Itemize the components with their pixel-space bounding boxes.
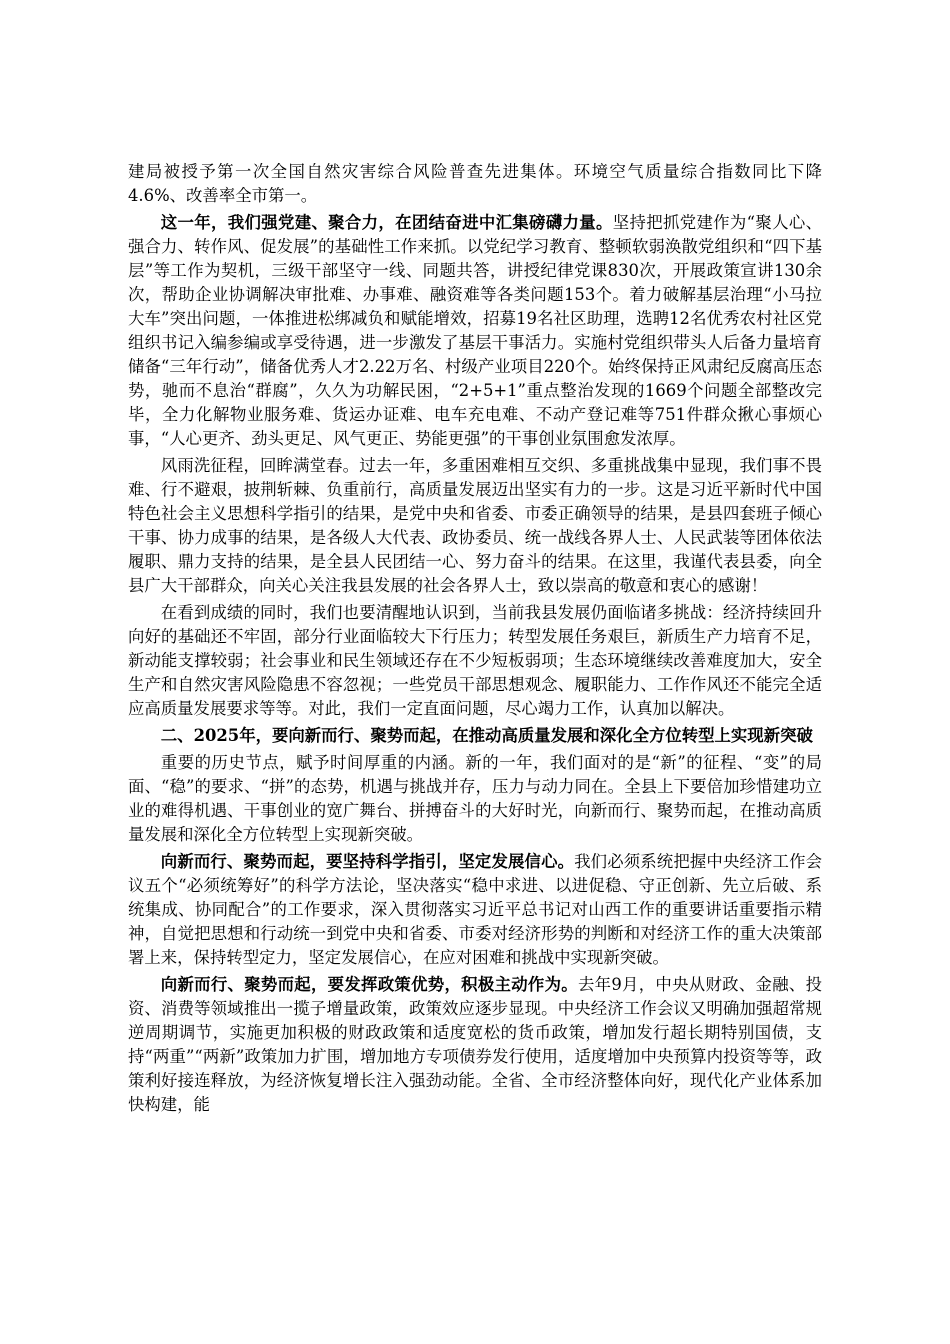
paragraph-challenges [128, 601, 822, 721]
paragraph-text: 建局被授予第一次全国自然灾害综合风险普查先进集体。环境空气质量综合指数同比下降4.6%、改善率全市第一。 [128, 162, 822, 205]
paragraph-review [128, 454, 822, 598]
document-page [128, 160, 822, 1120]
paragraph-party-building [128, 211, 822, 451]
paragraph-lead: 向新而行、聚势而起，要发挥政策优势，积极主动作为。 [160, 975, 578, 994]
paragraph-scientific-guidance [128, 850, 822, 970]
paragraph-text: 在看到成绩的同时，我们也要清醒地认识到，当前我县发展仍面临诸多挑战：经济持续回升向好的基础还不牢固，部分行业面临较大下行压力；转型发展任务艰巨，新质生产力培育不足，新动能支撑较弱；社会事业和民生领域还存在不少短板弱项；生态环境继续改善难度加大，安全生产和自然灾害风险隐患不容忽视；一些党员干部思想观念、履职能力、工作作风还不能完全适应高质量发展要求等等。对此，我们一定直面问题，尽心竭力工作，认真加以解决。 [128, 603, 822, 718]
paragraph-lead: 向新而行、聚势而起，要坚持科学指引，坚定发展信心。 [160, 852, 575, 871]
paragraph-text: 去年9月，中央从财政、金融、投资、消费等领域推出一揽子增量政策，政策效应逐步显现。中央经济工作会议又明确加强超常规逆周期调节，实施更加积极的财政政策和适度宽松的货币政策，增加发行超长期特别国债，支持“两重”“两新”政策加力扩围，增加地方专项债券发行使用，适度增加中央预算内投资等等，政策利好接连释放，为经济恢复增长注入强劲动能。全省、全市经济整体向好，现代化产业体系加快构建，能 [128, 975, 822, 1114]
paragraph-policy-advantage [128, 973, 822, 1117]
paragraph-text: 坚持把抓党建作为“聚人心、强合力、转作风、促发展”的基础性工作来抓。以党纪学习教育、整顿软弱涣散党组织和“四下基层”等工作为契机，三级干部坚守一线、同题共答，讲授纪律党课830次，开展政策宣讲130余次，帮助企业协调解决审批难、办事难、融资难等各类问题153个。着力破解基层治理“小马拉大车”突出问题，一体推进松绑减负和赋能增效，招募19名社区助理，选聘12名优秀农村社区党组织书记入编参编或享受待遇，进一步激发了基层干事活力。实施村党组织带头人后备力量培育储备“三年行动”，储备优秀人才2.22万名、村级产业项目220个。始终保持正风肃纪反腐高压态势，驰而不息治“群腐”，久久为功解民困，“2+5+1”重点整治发现的1669个问题全部整改完毕，全力化解物业服务难、货运办证难、电车充电难、不动产登记难等751件群众揪心事烦心事，“人心更齐、劲头更足、风气更正、势能更强”的干事创业氛围愈发浓厚。 [128, 213, 822, 448]
paragraph-continuation [128, 160, 822, 208]
paragraph-new-year [128, 751, 822, 847]
paragraph-text: 重要的历史节点，赋予时间厚重的内涵。新的一年，我们面对的是“新”的征程、“变”的局面、“稳”的要求、“拼”的态势，机遇与挑战并存，压力与动力同在。全县上下要倍加珍惜建功立业的难得机遇、干事创业的宽广舞台、拼搏奋斗的大好时光，向新而行、聚势而起，在推动高质量发展和深化全方位转型上实现新突破。 [128, 753, 822, 844]
section-heading: 二、2025年，要向新而行、聚势而起，在推动高质量发展和深化全方位转型上实现新突破 [160, 726, 813, 745]
paragraph-text: 风雨洗征程，回眸满堂春。过去一年，多重困难相互交织、多重挑战集中显现，我们事不畏难、行不避艰，披荆斩棘、负重前行，高质量发展迈出坚实有力的一步。这是习近平新时代中国特色社会主义思想科学指引的结果，是党中央和省委、市委正确领导的结果，是县四套班子倾心干事、协力成事的结果，是各级人大代表、政协委员、统一战线各界人士、人民武装等团体依法履职、鼎力支持的结果，是全县人民团结一心、努力奋斗的结果。在这里，我谨代表县委，向全县广大干部群众，向关心关注我县发展的社会各界人士，致以崇高的敬意和衷心的感谢！ [128, 456, 822, 595]
paragraph-lead: 这一年，我们强党建、聚合力，在团结奋进中汇集磅礴力量。 [160, 213, 613, 232]
paragraph-text: 我们必须系统把握中央经济工作会议五个“必须统筹好”的科学方法论，坚决落实“稳中求进、以进促稳、守正创新、先立后破、系统集成、协同配合”的工作要求，深入贯彻落实习近平总书记对山西工作的重要讲话重要指示精神，自觉把思想和行动统一到党中央和省委、市委对经济形势的判断和对经济工作的重大决策部署上来，保持转型定力，坚定发展信心，在应对困难和挑战中实现新突破。 [128, 852, 823, 967]
